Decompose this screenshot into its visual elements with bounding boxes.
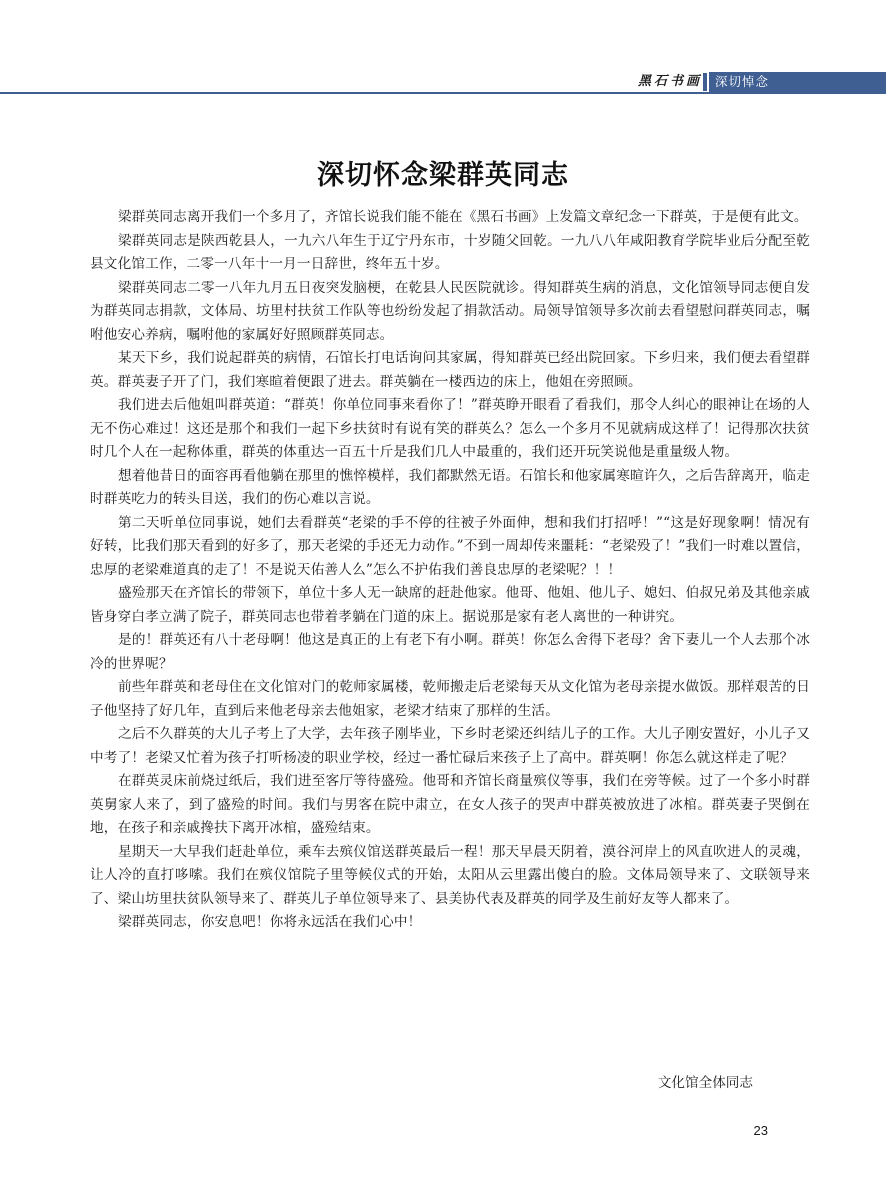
paragraph: 在群英灵床前烧过纸后，我们进至客厅等待盛殓。他哥和齐馆长商量殡仪等事，我们在旁等候。过了一个多小时群英舅家人来了，到了盛殓的时间。我们与男客在院中肃立，在女人孩子的哭声中群英被放进了冰棺。群英妻子哭倒在地，在孩子和亲戚搀扶下离开冰棺，盛殓结束。	[90, 773, 810, 836]
paragraph: 前些年群英和老母住在文化馆对门的乾师家属楼，乾师搬走后老梁每天从文化馆为老母亲提水做饭。那样艰苦的日子他坚持了好几年，直到后来他老母亲去他姐家，老梁才结束了那样的生活。	[90, 679, 810, 719]
top-blank-bar	[0, 0, 886, 26]
paragraph: 梁群英同志，你安息吧！你将永远活在我们心中！	[118, 914, 422, 930]
paragraph: 星期天一大早我们赶赴单位，乘车去殡仪馆送群英最后一程！那天早晨天阴着，漠谷河岸上的风直吹进人的灵魂，让人冷的直打哆嗦。我们在殡仪馆院子里等候仪式的开始，太阳从云里露出傻白的脸。文体局领导来了、文联领导来了、梁山坊里扶贫队领导来了、群英儿子单位领导来了、县美协代表及群英的同学及生前好友等人都来了。	[90, 843, 810, 907]
paragraph: 某天下乡，我们说起群英的病情，石馆长打电话询问其家属，得知群英已经出院回家。下乡归来，我们便去看望群英。群英妻子开了门，我们寒暄着便跟了进去。群英躺在一楼西边的床上，他姐在旁照顾。	[90, 350, 810, 390]
paragraph: 梁群英同志二零一八年九月五日夜突发脑梗，在乾县人民医院就诊。得知群英生病的消息，文化馆领导同志便自发为群英同志捐款，文体局、坊里村扶贫工作队等也纷纷发起了捐款活动。局领导馆领导多次前去看望慰问群英同志，嘱咐他安心养病，嘱咐他的家属好好照顾群英同志。	[90, 279, 810, 343]
magazine-brand: 黑石书画	[637, 74, 702, 89]
paragraph: 梁群英同志是陕西乾县人，一九六八年生于辽宁丹东市，十岁随父回乾。一九八八年咸阳教育学院毕业后分配至乾县文化馆工作，二零一八年十一月一日辞世，终年五十岁。	[90, 232, 810, 272]
paragraph: 是的！群英还有八十老母啊！他这是真正的上有老下有小啊。群英！你怎么舍得下老母？舍下妻儿一个人去那个冰冷的世界呢？	[90, 632, 810, 672]
paragraph: 想着他昔日的面容再看他躺在那里的憔悴模样，我们都默然无语。石馆长和他家属寒暄许久，之后告辞离开，临走时群英吃力的转头目送，我们的伤心难以言说。	[90, 467, 810, 507]
header-separator	[703, 73, 707, 91]
page-number: 23	[753, 1123, 768, 1138]
paragraph: 第二天听单位同事说，她们去看群英“老梁的手不停的往被子外面伸，想和我们打招呼！”“这是好现象啊！情况有好转，比我们那天看到的好多了，那天老梁的手还无力动作。”不到一周却传来噩耗：“老梁殁了！”我们一时难以置信，忠厚的老梁难道真的走了！不是说天佑善人么”怎么不护佑我们善良忠厚的老梁呢？！！	[90, 514, 810, 578]
article-title: 深切怀念梁群英同志	[317, 160, 569, 192]
paragraph: 盛殓那天在齐馆长的带领下，单位十多人无一缺席的赶赴他家。他哥、他姐、他儿子、媳妇、伯叔兄弟及其他亲戚皆身穿白孝立满了院子，群英同志也带着孝躺在门道的床上。据说那是家有老人离世的一种讲究。	[90, 585, 810, 625]
article-body	[90, 206, 810, 935]
paragraph: 梁群英同志离开我们一个多月了，齐馆长说我们能不能在《黑石书画》上发篇文章纪念一下群英，于是便有此文。	[118, 209, 808, 225]
signature: 文化馆全体同志	[657, 1075, 753, 1091]
section-label: 深切悼念	[709, 72, 886, 92]
paragraph: 之后不久群英的大儿子考上了大学，去年孩子刚毕业，下乡时老梁还纠结儿子的工作。大儿子刚安置好，小儿子又中考了！老梁又忙着为孩子打听杨凌的职业学校，经过一番忙碌后来孩子上了高中。群英啊！你怎么就这样走了呢？	[90, 726, 810, 766]
paragraph: 我们进去后他姐叫群英道：“群英！你单位同事来看你了！”群英睁开眼看了看我们，那令人纠心的眼神让在场的人无不伤心难过！这还是那个和我们一起下乡扶贫时有说有笑的群英么？怎么一个多月不见就病成这样了！记得那次扶贫时几个人在一起称体重，群英的体重达一百五十斤是我们几人中最重的，我们还开玩笑说他是重量级人物。	[90, 397, 810, 460]
